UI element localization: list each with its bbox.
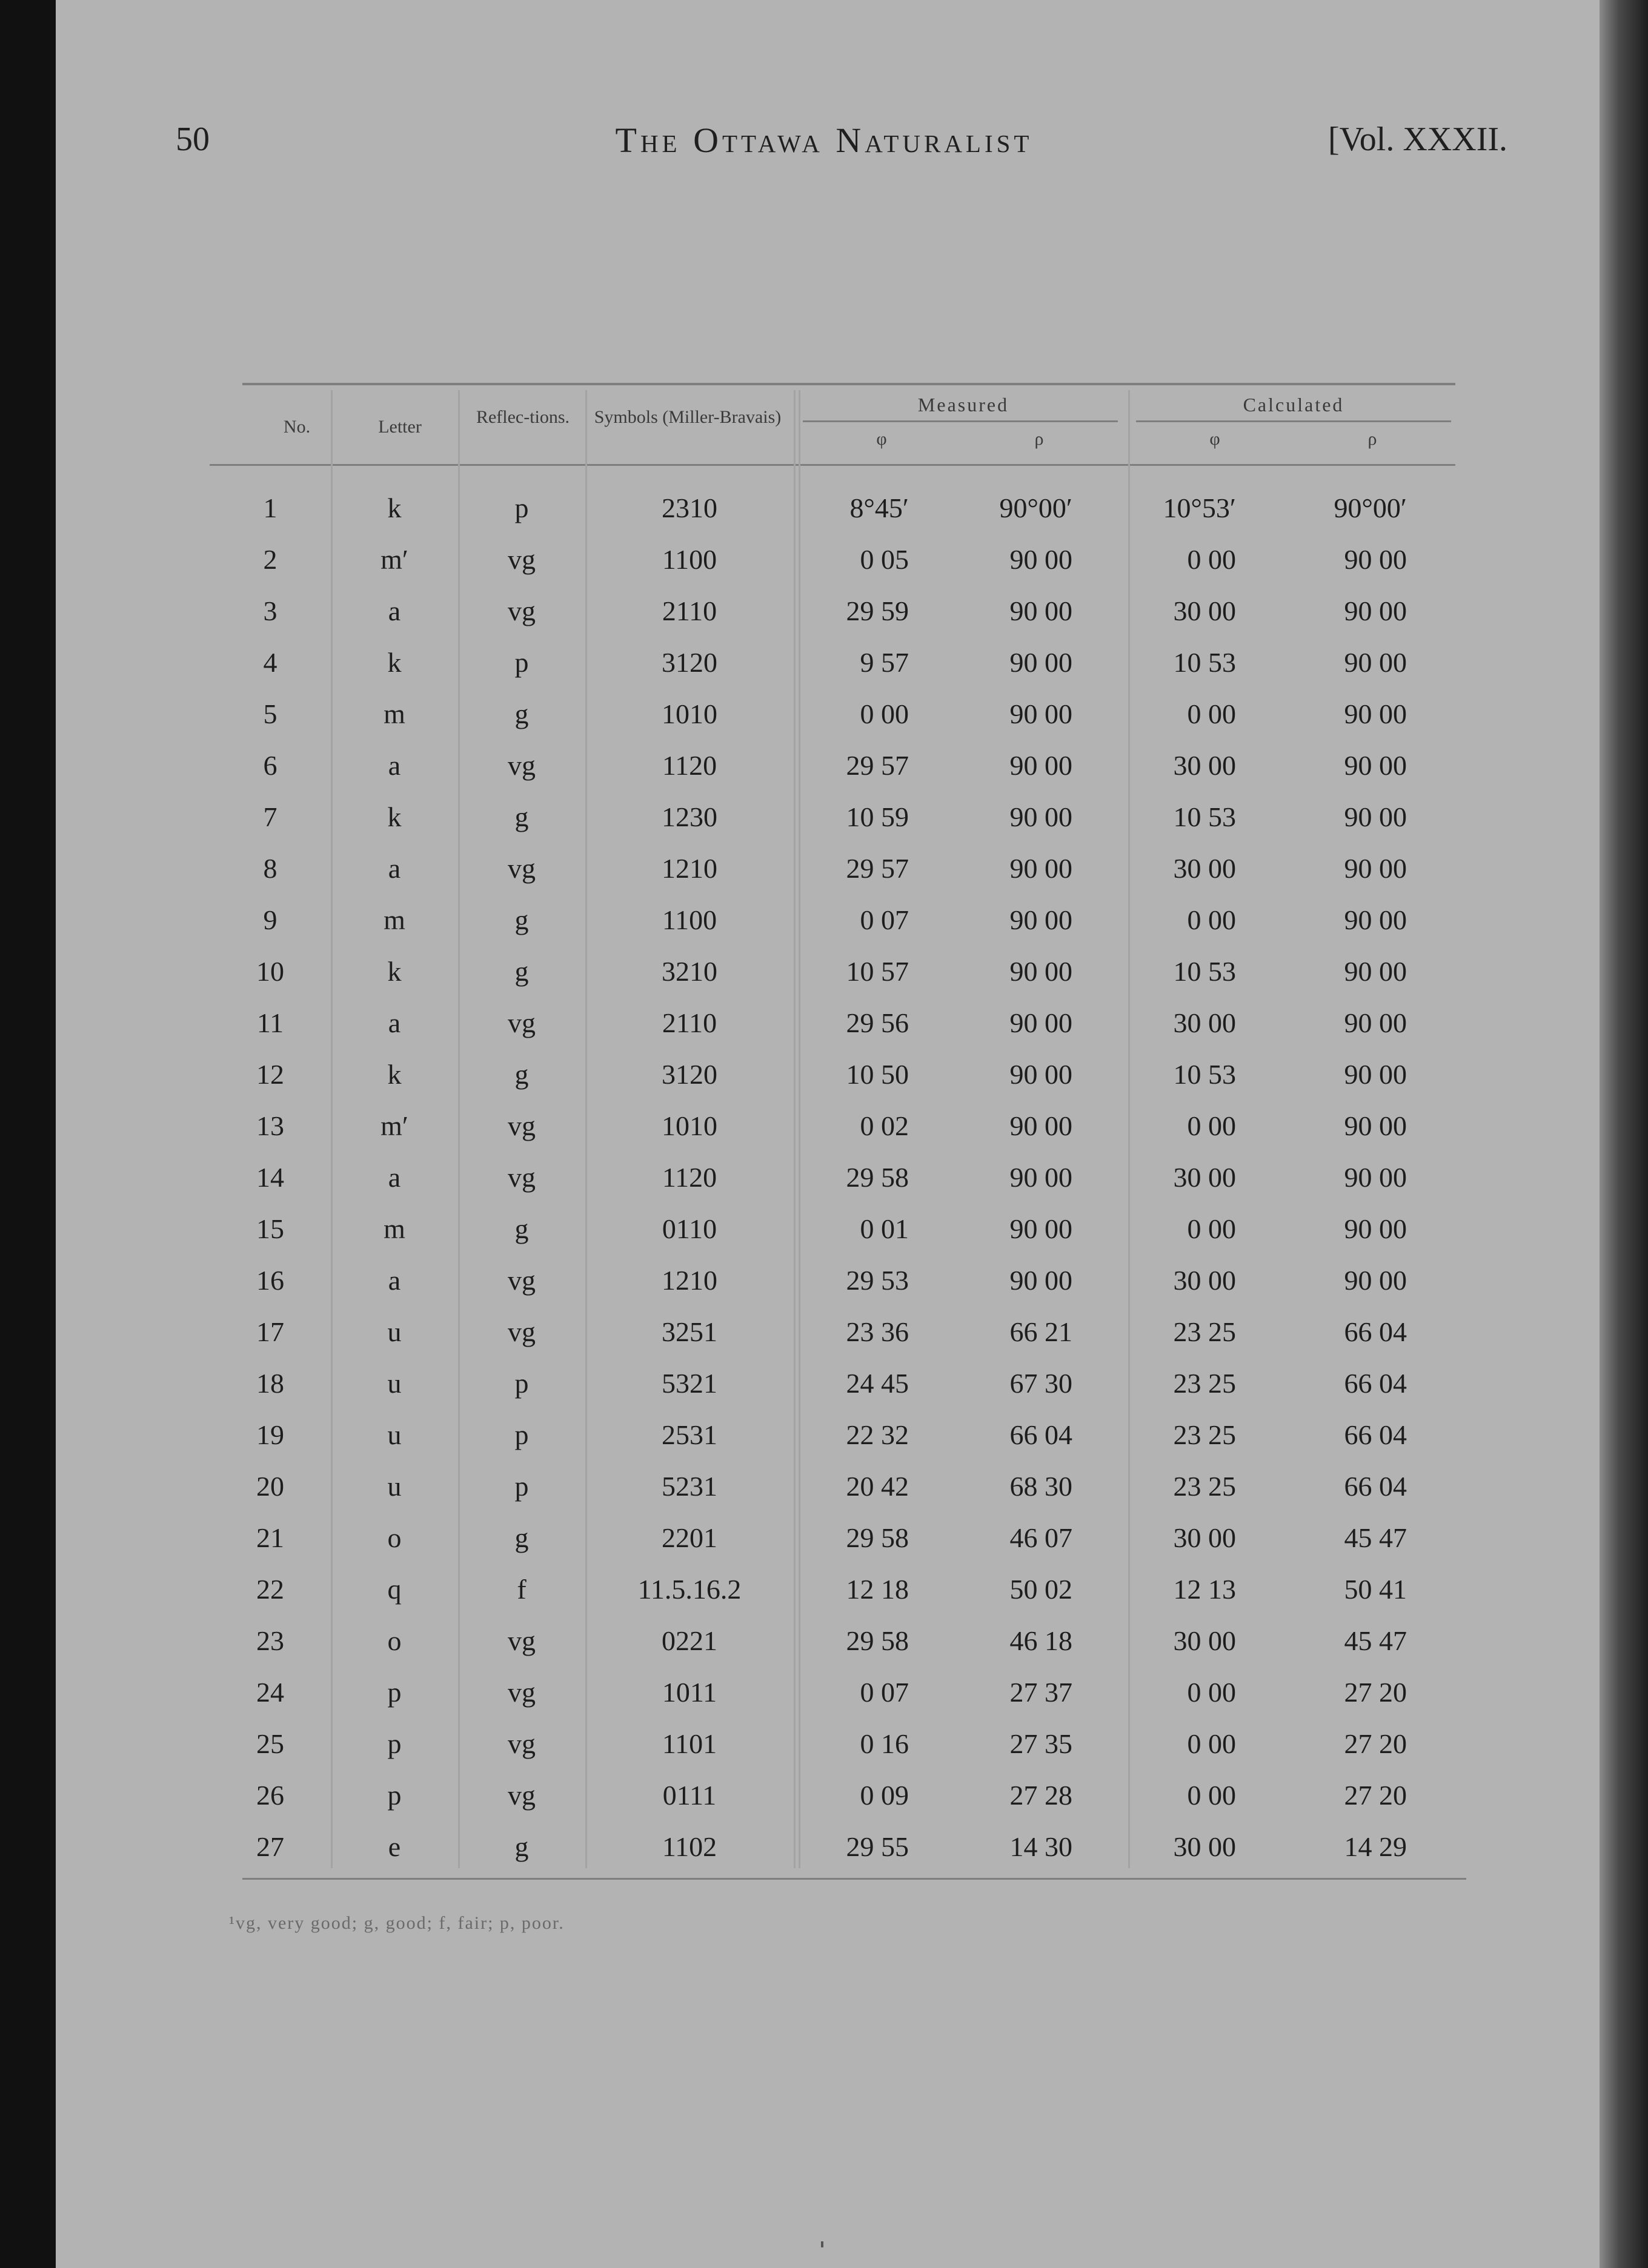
cell-measured-rho: 66 21 — [1009, 1316, 1072, 1347]
cell-reflections: g — [514, 1831, 529, 1862]
cell-no: 24 — [256, 1677, 284, 1708]
cell-calculated-phi: 10 53 — [1173, 956, 1236, 987]
cell-letter: k — [387, 956, 402, 987]
cell-measured-phi: 0 00 — [860, 698, 909, 729]
cell-reflections: vg — [508, 1780, 536, 1811]
cell-calculated-phi: 10 53 — [1173, 1059, 1236, 1090]
cell-reflections: g — [514, 698, 529, 729]
cell-measured-rho: 90 00 — [1009, 1162, 1072, 1193]
cell-measured-phi: 0 05 — [860, 544, 909, 575]
table-row — [210, 1718, 1455, 1769]
col-header-measured-phi: φ — [876, 429, 887, 449]
table-row — [210, 1461, 1455, 1512]
cell-calculated-phi: 30 00 — [1173, 1831, 1236, 1862]
cell-reflections: vg — [508, 1162, 536, 1193]
cell-calculated-phi: 23 25 — [1173, 1419, 1236, 1450]
cell-no: 6 — [263, 750, 277, 781]
cell-calculated-rho: 90 00 — [1344, 595, 1407, 626]
cell-symbol: 1101 — [662, 1728, 717, 1759]
cell-calculated-rho: 90 00 — [1344, 801, 1407, 832]
col-header-reflections: Reflec-tions. — [476, 407, 570, 427]
col-header-symbols: Symbols (Miller-Bravais) — [594, 407, 782, 427]
cell-measured-rho: 27 35 — [1009, 1728, 1072, 1759]
cell-letter: a — [388, 1265, 401, 1296]
cell-calculated-rho: 50 41 — [1344, 1574, 1407, 1605]
cell-calculated-rho: 90 00 — [1344, 1110, 1407, 1141]
cell-letter: p — [387, 1728, 402, 1759]
table-row — [210, 1615, 1455, 1666]
cell-measured-rho: 90 00 — [1009, 904, 1072, 935]
cell-no: 7 — [263, 801, 277, 832]
cell-reflections: f — [517, 1574, 527, 1605]
cell-calculated-rho: 90 00 — [1344, 1265, 1407, 1296]
cell-symbol: 1230 — [662, 801, 717, 832]
cell-calculated-rho: 66 04 — [1344, 1419, 1407, 1450]
cell-letter: u — [387, 1419, 402, 1450]
cell-no: 2 — [263, 544, 277, 575]
cell-measured-rho: 46 07 — [1009, 1522, 1072, 1553]
cell-symbol: 1102 — [662, 1831, 717, 1862]
cell-symbol: 1100 — [662, 544, 717, 575]
cell-letter: u — [387, 1471, 402, 1502]
cell-symbol: 0111 — [662, 1780, 717, 1811]
cell-no: 13 — [256, 1110, 284, 1141]
cell-letter: k — [387, 1059, 402, 1090]
cell-calculated-rho: 90 00 — [1344, 1059, 1407, 1090]
cell-measured-phi: 10 50 — [846, 1059, 909, 1090]
cell-measured-phi: 0 16 — [860, 1728, 909, 1759]
cell-measured-rho: 90 00 — [1009, 1110, 1072, 1141]
cell-no: 22 — [256, 1574, 284, 1605]
cell-letter: p — [387, 1780, 402, 1811]
cell-measured-rho: 90 00 — [1009, 750, 1072, 781]
cell-calculated-phi: 0 00 — [1187, 1780, 1236, 1811]
cell-reflections: p — [514, 1471, 529, 1502]
cell-reflections: vg — [508, 1110, 536, 1141]
cell-reflections: vg — [508, 1728, 536, 1759]
cell-measured-rho: 90 00 — [1009, 647, 1072, 678]
table-row — [210, 740, 1455, 791]
cell-symbol: 3251 — [662, 1316, 717, 1347]
footnote: ¹vg, very good; g, good; f, fair; p, poor. — [229, 1913, 565, 1933]
cell-measured-phi: 22 32 — [846, 1419, 909, 1450]
table-row — [210, 1563, 1455, 1615]
table-row — [210, 1666, 1455, 1718]
cell-calculated-rho: 90 00 — [1344, 698, 1407, 729]
cell-measured-rho: 90 00 — [1009, 1059, 1072, 1090]
cell-measured-rho: 50 02 — [1009, 1574, 1072, 1605]
cell-reflections: vg — [508, 1316, 536, 1347]
table-row — [210, 894, 1455, 946]
page-edge-right — [1600, 0, 1648, 2268]
cell-measured-rho: 90 00 — [1009, 801, 1072, 832]
cell-reflections: vg — [508, 1007, 536, 1038]
cell-reflections: vg — [508, 544, 536, 575]
volume-label: [Vol. XXXII. — [1327, 121, 1507, 158]
cell-measured-rho: 90 00 — [1009, 1265, 1072, 1296]
cell-no: 8 — [263, 853, 277, 884]
page-mark — [821, 2241, 823, 2247]
cell-measured-phi: 23 36 — [846, 1316, 909, 1347]
crystal-forms-table — [210, 482, 1455, 1872]
cell-reflections: vg — [508, 1625, 536, 1656]
col-header-letter: Letter — [378, 417, 422, 437]
cell-symbol: 3120 — [662, 647, 717, 678]
cell-measured-rho: 90 00 — [1009, 956, 1072, 987]
cell-letter: p — [387, 1677, 402, 1708]
table-row — [210, 1255, 1455, 1306]
table-row — [210, 843, 1455, 894]
cell-calculated-rho: 66 04 — [1344, 1471, 1407, 1502]
cell-no: 19 — [256, 1419, 284, 1450]
cell-reflections: p — [514, 1368, 529, 1399]
cell-symbol: 2201 — [662, 1522, 717, 1553]
cell-calculated-phi: 12 13 — [1173, 1574, 1236, 1605]
cell-calculated-phi: 30 00 — [1173, 1007, 1236, 1038]
table-row — [210, 1409, 1455, 1461]
table-row — [210, 637, 1455, 688]
cell-measured-phi: 8°45′ — [849, 492, 909, 523]
table-row — [210, 997, 1455, 1049]
cell-symbol: 0110 — [662, 1213, 717, 1244]
cell-calculated-phi: 30 00 — [1173, 1162, 1236, 1193]
cell-calculated-rho: 90 00 — [1344, 647, 1407, 678]
cell-measured-rho: 66 04 — [1009, 1419, 1072, 1450]
cell-letter: u — [387, 1316, 402, 1347]
cell-calculated-rho: 90°00′ — [1334, 492, 1407, 523]
cell-calculated-phi: 10 53 — [1173, 801, 1236, 832]
table-bottom-rule — [242, 1878, 1466, 1880]
cell-symbol: 1210 — [662, 1265, 717, 1296]
cell-reflections: vg — [508, 1677, 536, 1708]
cell-letter: k — [387, 801, 402, 832]
cell-measured-phi: 0 07 — [860, 1677, 909, 1708]
cell-measured-rho: 90 00 — [1009, 595, 1072, 626]
table-top-rule — [242, 383, 1455, 385]
cell-measured-phi: 29 58 — [846, 1625, 909, 1656]
cell-reflections: vg — [508, 750, 536, 781]
cell-symbol: 1010 — [662, 1110, 717, 1141]
cell-measured-rho: 67 30 — [1009, 1368, 1072, 1399]
cell-measured-rho: 90 00 — [1009, 1213, 1072, 1244]
table-row — [210, 1306, 1455, 1358]
table-row — [210, 482, 1455, 534]
table-row — [210, 585, 1455, 637]
cell-calculated-phi: 0 00 — [1187, 904, 1236, 935]
cell-calculated-rho: 27 20 — [1344, 1780, 1407, 1811]
col-header-measured-rho: ρ — [1034, 429, 1044, 449]
cell-measured-rho: 27 37 — [1009, 1677, 1072, 1708]
cell-no: 4 — [263, 647, 277, 678]
cell-letter: m — [384, 698, 405, 729]
cell-no: 25 — [256, 1728, 284, 1759]
cell-reflections: p — [514, 1419, 529, 1450]
cell-letter: a — [388, 595, 401, 626]
cell-calculated-phi: 23 25 — [1173, 1471, 1236, 1502]
cell-calculated-rho: 90 00 — [1344, 544, 1407, 575]
cell-no: 17 — [256, 1316, 284, 1347]
cell-measured-rho: 27 28 — [1009, 1780, 1072, 1811]
cell-no: 3 — [263, 595, 277, 626]
cell-calculated-rho: 45 47 — [1344, 1522, 1407, 1553]
table-row — [210, 534, 1455, 585]
cell-letter: e — [388, 1831, 401, 1862]
col-header-calculated-rho: ρ — [1367, 429, 1377, 449]
page-number: 50 — [176, 121, 210, 158]
cell-symbol: 11.5.16.2 — [637, 1574, 742, 1605]
cell-reflections: p — [514, 647, 529, 678]
cell-calculated-rho: 90 00 — [1344, 1162, 1407, 1193]
table-row — [210, 1358, 1455, 1409]
cell-measured-phi: 20 42 — [846, 1471, 909, 1502]
cell-calculated-phi: 23 25 — [1173, 1316, 1236, 1347]
cell-no: 18 — [256, 1368, 284, 1399]
cell-calculated-phi: 0 00 — [1187, 698, 1236, 729]
table-row — [210, 1203, 1455, 1255]
cell-symbol: 1011 — [662, 1677, 717, 1708]
cell-symbol: 2110 — [662, 1007, 717, 1038]
cell-letter: m′ — [380, 1110, 408, 1141]
cell-measured-phi: 0 09 — [860, 1780, 909, 1811]
cell-measured-rho: 68 30 — [1009, 1471, 1072, 1502]
cell-measured-phi: 9 57 — [860, 647, 909, 678]
cell-calculated-phi: 30 00 — [1173, 750, 1236, 781]
cell-measured-phi: 29 53 — [846, 1265, 909, 1296]
cell-reflections: p — [514, 492, 529, 523]
cell-symbol: 5321 — [662, 1368, 717, 1399]
cell-calculated-phi: 23 25 — [1173, 1368, 1236, 1399]
cell-no: 1 — [263, 492, 277, 523]
cell-calculated-rho: 27 20 — [1344, 1677, 1407, 1708]
cell-reflections: g — [514, 801, 529, 832]
cell-measured-rho: 90 00 — [1009, 1007, 1072, 1038]
cell-calculated-rho: 90 00 — [1344, 1213, 1407, 1244]
cell-no: 12 — [256, 1059, 284, 1090]
cell-no: 14 — [256, 1162, 284, 1193]
header-bottom-rule — [210, 464, 1455, 466]
cell-measured-phi: 29 56 — [846, 1007, 909, 1038]
cell-reflections: vg — [508, 595, 536, 626]
cell-calculated-rho: 14 29 — [1344, 1831, 1407, 1862]
cell-no: 23 — [256, 1625, 284, 1656]
cell-calculated-rho: 90 00 — [1344, 853, 1407, 884]
table-row — [210, 1821, 1455, 1872]
cell-letter: a — [388, 1007, 401, 1038]
measured-subrule — [803, 420, 1118, 422]
cell-no: 15 — [256, 1213, 284, 1244]
cell-symbol: 2531 — [662, 1419, 717, 1450]
cell-reflections: g — [514, 1059, 529, 1090]
calculated-subrule — [1136, 420, 1451, 422]
cell-no: 16 — [256, 1265, 284, 1296]
cell-reflections: vg — [508, 1265, 536, 1296]
cell-letter: a — [388, 750, 401, 781]
cell-symbol: 1100 — [662, 904, 717, 935]
cell-letter: o — [387, 1522, 402, 1553]
cell-no: 9 — [263, 904, 277, 935]
cell-calculated-phi: 30 00 — [1173, 1625, 1236, 1656]
cell-calculated-phi: 0 00 — [1187, 1677, 1236, 1708]
cell-reflections: g — [514, 1522, 529, 1553]
table-row — [210, 946, 1455, 997]
cell-measured-phi: 29 58 — [846, 1162, 909, 1193]
cell-no: 27 — [256, 1831, 284, 1862]
cell-calculated-rho: 66 04 — [1344, 1316, 1407, 1347]
cell-letter: m — [384, 904, 405, 935]
cell-letter: o — [387, 1625, 402, 1656]
cell-reflections: g — [514, 1213, 529, 1244]
cell-calculated-phi: 30 00 — [1173, 1265, 1236, 1296]
table-row — [210, 1769, 1455, 1821]
cell-letter: a — [388, 1162, 401, 1193]
table-row — [210, 1100, 1455, 1152]
group-header-calculated: Calculated — [1243, 394, 1344, 416]
cell-measured-rho: 90 00 — [1009, 698, 1072, 729]
cell-letter: k — [387, 492, 402, 523]
cell-measured-phi: 10 57 — [846, 956, 909, 987]
cell-measured-phi: 0 07 — [860, 904, 909, 935]
cell-measured-phi: 29 59 — [846, 595, 909, 626]
cell-measured-phi: 0 01 — [860, 1213, 909, 1244]
cell-symbol: 5231 — [662, 1471, 717, 1502]
cell-no: 21 — [256, 1522, 284, 1553]
table-row — [210, 1152, 1455, 1203]
cell-measured-phi: 10 59 — [846, 801, 909, 832]
cell-measured-phi: 12 18 — [846, 1574, 909, 1605]
cell-measured-rho: 46 18 — [1009, 1625, 1072, 1656]
cell-no: 11 — [256, 1007, 284, 1038]
table-row — [210, 1512, 1455, 1563]
cell-symbol: 3120 — [662, 1059, 717, 1090]
cell-symbol: 1010 — [662, 698, 717, 729]
cell-measured-rho: 14 30 — [1009, 1831, 1072, 1862]
col-header-no: No. — [283, 417, 311, 437]
cell-measured-phi: 29 55 — [846, 1831, 909, 1862]
cell-no: 10 — [256, 956, 284, 987]
cell-calculated-phi: 30 00 — [1173, 1522, 1236, 1553]
cell-measured-rho: 90 00 — [1009, 853, 1072, 884]
cell-reflections: g — [514, 904, 529, 935]
cell-no: 26 — [256, 1780, 284, 1811]
cell-measured-phi: 29 57 — [846, 853, 909, 884]
table-row — [210, 688, 1455, 740]
cell-letter: a — [388, 853, 401, 884]
cell-letter: m′ — [380, 544, 408, 575]
cell-no: 5 — [263, 698, 277, 729]
cell-symbol: 1120 — [662, 1162, 717, 1193]
cell-calculated-rho: 90 00 — [1344, 904, 1407, 935]
page-edge-left — [0, 0, 56, 2268]
cell-symbol: 2110 — [662, 595, 717, 626]
cell-letter: q — [387, 1574, 402, 1605]
cell-symbol: 3210 — [662, 956, 717, 987]
cell-calculated-phi: 30 00 — [1173, 595, 1236, 626]
cell-calculated-rho: 90 00 — [1344, 956, 1407, 987]
cell-measured-phi: 29 57 — [846, 750, 909, 781]
cell-measured-rho: 90°00′ — [999, 492, 1072, 523]
cell-symbol: 0221 — [662, 1625, 717, 1656]
cell-calculated-phi: 0 00 — [1187, 1728, 1236, 1759]
cell-calculated-rho: 66 04 — [1344, 1368, 1407, 1399]
table-row — [210, 791, 1455, 843]
cell-calculated-phi: 10°53′ — [1163, 492, 1236, 523]
cell-measured-phi: 24 45 — [846, 1368, 909, 1399]
cell-calculated-phi: 0 00 — [1187, 1213, 1236, 1244]
cell-calculated-phi: 10 53 — [1173, 647, 1236, 678]
cell-reflections: vg — [508, 853, 536, 884]
cell-calculated-rho: 27 20 — [1344, 1728, 1407, 1759]
cell-measured-phi: 29 58 — [846, 1522, 909, 1553]
cell-letter: k — [387, 647, 402, 678]
col-header-calculated-phi: φ — [1209, 429, 1220, 449]
cell-calculated-phi: 0 00 — [1187, 1110, 1236, 1141]
cell-calculated-phi: 0 00 — [1187, 544, 1236, 575]
group-header-measured: Measured — [917, 394, 1009, 416]
cell-symbol: 1210 — [662, 853, 717, 884]
cell-calculated-rho: 90 00 — [1344, 1007, 1407, 1038]
cell-symbol: 1120 — [662, 750, 717, 781]
cell-reflections: g — [514, 956, 529, 987]
cell-letter: m — [384, 1213, 405, 1244]
cell-calculated-rho: 90 00 — [1344, 750, 1407, 781]
cell-letter: u — [387, 1368, 402, 1399]
cell-no: 20 — [256, 1471, 284, 1502]
table-row — [210, 1049, 1455, 1100]
cell-symbol: 2310 — [662, 492, 717, 523]
cell-measured-rho: 90 00 — [1009, 544, 1072, 575]
running-title: The Ottawa Naturalist — [615, 121, 1033, 160]
cell-measured-phi: 0 02 — [860, 1110, 909, 1141]
cell-calculated-rho: 45 47 — [1344, 1625, 1407, 1656]
cell-calculated-phi: 30 00 — [1173, 853, 1236, 884]
